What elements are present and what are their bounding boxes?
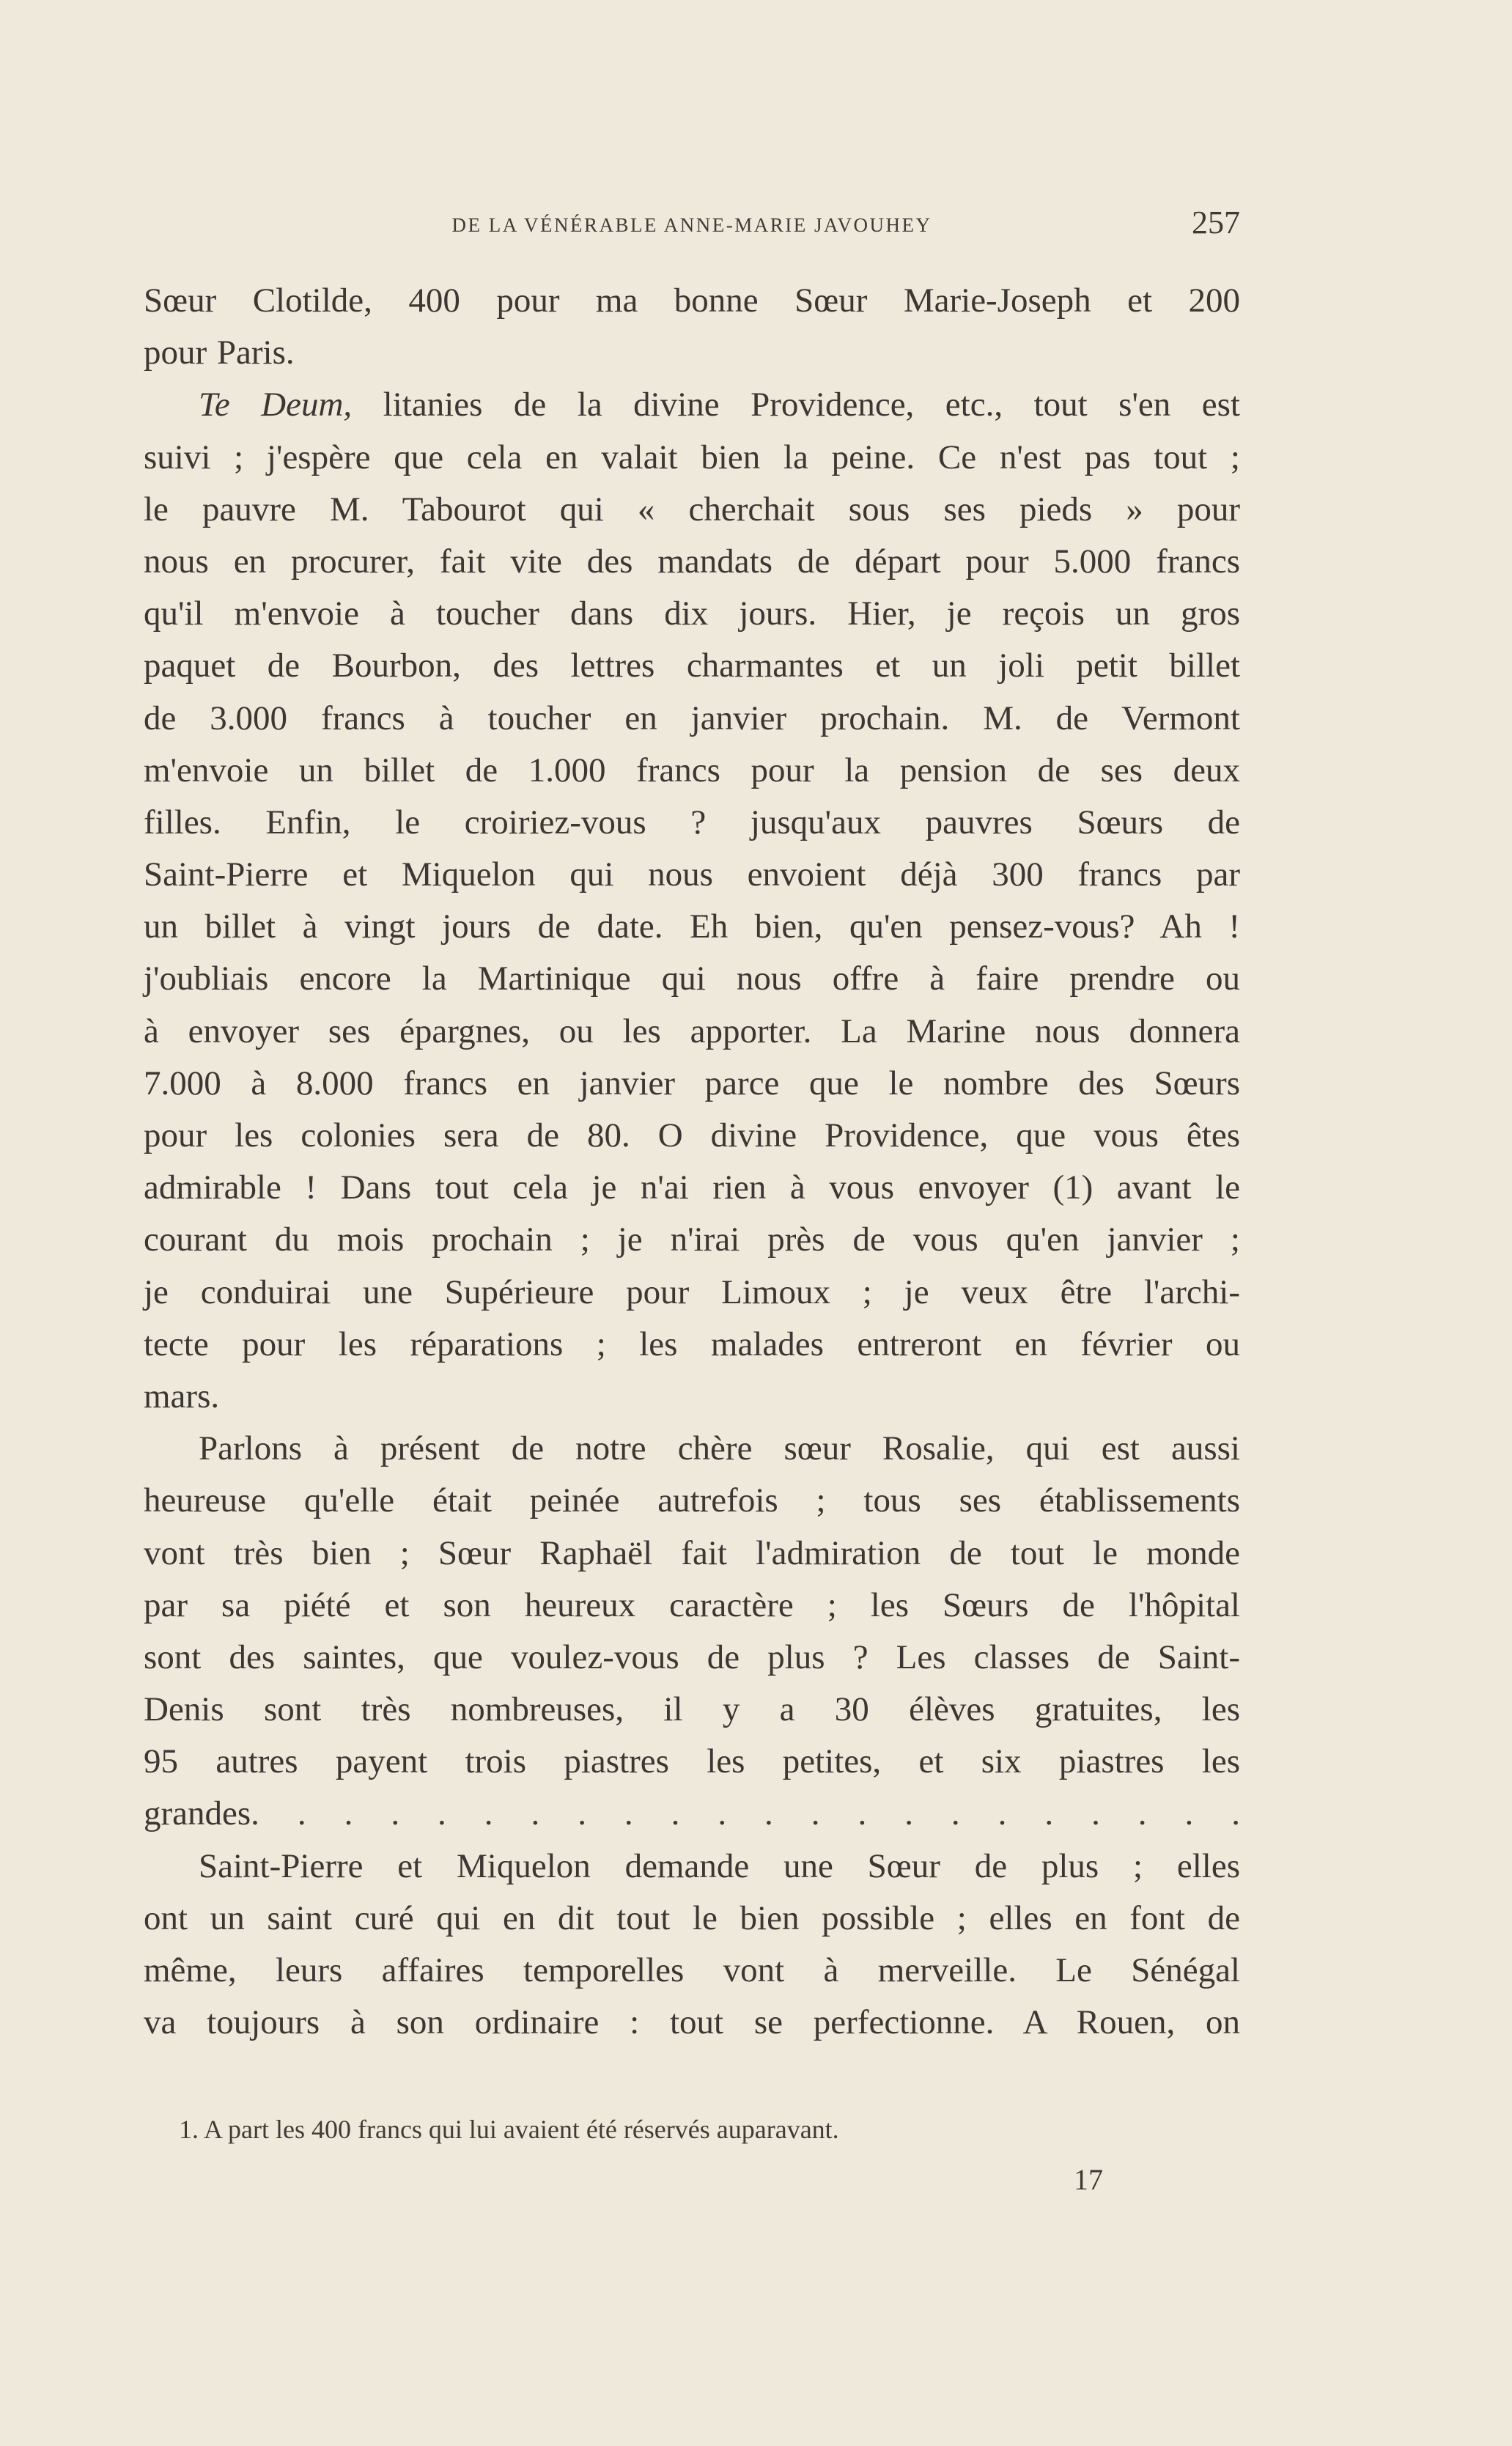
body-line: tecte pour les réparations ; les malades entreront en février ou (144, 1325, 1240, 1363)
body-line: par sa piété et son heureux caractère ; les Sœurs de l'hôpital (144, 1585, 1240, 1624)
body-line: ont un saint curé qui en dit tout le bien possible ; elles en font de (144, 1898, 1240, 1937)
body-line: admirable ! Dans tout cela je n'ai rien à vous envoyer (1) avant le (144, 1168, 1240, 1207)
body-line: suivi ; j'espère que cela en valait bien la peine. Ce n'est pas tout ; (144, 438, 1240, 476)
body-line: je conduirai une Supérieure pour Limoux ; je veux être l'archi- (144, 1272, 1240, 1311)
body-line: j'oubliais encore la Martinique qui nous offre à faire prendre ou (144, 959, 1240, 998)
body-line: heureuse qu'elle était peinée autrefois ; tous ses établissements (144, 1481, 1240, 1520)
body-line: le pauvre M. Tabourot qui « cherchait sous ses pieds » pour (144, 490, 1240, 528)
body-line: 95 autres payent trois piastres les petites, et six piastres les (144, 1742, 1240, 1781)
body-line: Saint-Pierre et Miquelon qui nous envoient déjà 300 francs par (144, 855, 1240, 894)
body-line: mars. (144, 1377, 220, 1415)
italic-phrase: Te Deum, (199, 386, 353, 424)
body-line (144, 379, 1240, 431)
body-line: grandes. . . . . . . . . . . . . . . . . . . . . . (144, 1794, 1240, 1833)
body-line: va toujours à son ordinaire : tout se perfectionne. A Rouen, on (144, 2003, 1240, 2042)
body-line: Denis sont très nombreuses, il y a 30 élèves gratuites, les (144, 1690, 1240, 1729)
body-line: 7.000 à 8.000 francs en janvier parce que le nombre des Sœurs (144, 1064, 1240, 1102)
body-line: nous en procurer, fait vite des mandats de départ pour 5.000 francs (144, 542, 1240, 581)
signature-mark: 17 (1074, 2163, 1103, 2196)
footnote: 1. A part les 400 francs qui lui avaient été réservés auparavant. (179, 2115, 839, 2144)
body-line: sont des saintes, que voulez-vous de plus ? Les classes de Saint- (144, 1638, 1240, 1676)
body-line: qu'il m'envoie à toucher dans dix jours. Hier, je reçois un gros (144, 594, 1240, 633)
body-line: Saint-Pierre et Miquelon demande une Sœur de plus ; elles (199, 1846, 1240, 1885)
running-head (144, 204, 1240, 248)
body-line: pour les colonies sera de 80. O divine Providence, que vous êtes (144, 1116, 1240, 1154)
body-line: courant du mois prochain ; je n'irai près de vous qu'en janvier ; (144, 1220, 1240, 1259)
body-line: Sœur Clotilde, 400 pour ma bonne Sœur Marie-Joseph et 200 (144, 281, 1240, 320)
body-line: à envoyer ses épargnes, ou les apporter. La Marine nous donnera (144, 1012, 1240, 1050)
body-line: pour Paris. (144, 334, 295, 372)
page-number: 257 (1192, 205, 1240, 240)
body-line: paquet de Bourbon, des lettres charmantes et un joli petit billet (144, 647, 1240, 685)
body-text (144, 275, 1240, 2049)
body-line: vont très bien ; Sœur Raphaël fait l'admiration de tout le monde (144, 1533, 1240, 1572)
body-line-text: litanies de la divine Providence, etc., tout s'en est (383, 386, 1240, 424)
body-line: même, leurs affaires temporelles vont à merveille. Le Sénégal (144, 1951, 1240, 1989)
running-title: DE LA VÉNÉRABLE ANNE-MARIE JAVOUHEY (451, 214, 932, 236)
body-line: Parlons à présent de notre chère sœur Rosalie, qui est aussi (199, 1429, 1240, 1468)
body-line: m'envoie un billet de 1.000 francs pour la pension de ses deux (144, 751, 1240, 789)
body-line: filles. Enfin, le croiriez-vous ? jusqu'aux pauvres Sœurs de (144, 803, 1240, 841)
body-line: de 3.000 francs à toucher en janvier prochain. M. de Vermont (144, 699, 1240, 737)
body-line: un billet à vingt jours de date. Eh bien, qu'en pensez-vous? Ah ! (144, 907, 1240, 946)
